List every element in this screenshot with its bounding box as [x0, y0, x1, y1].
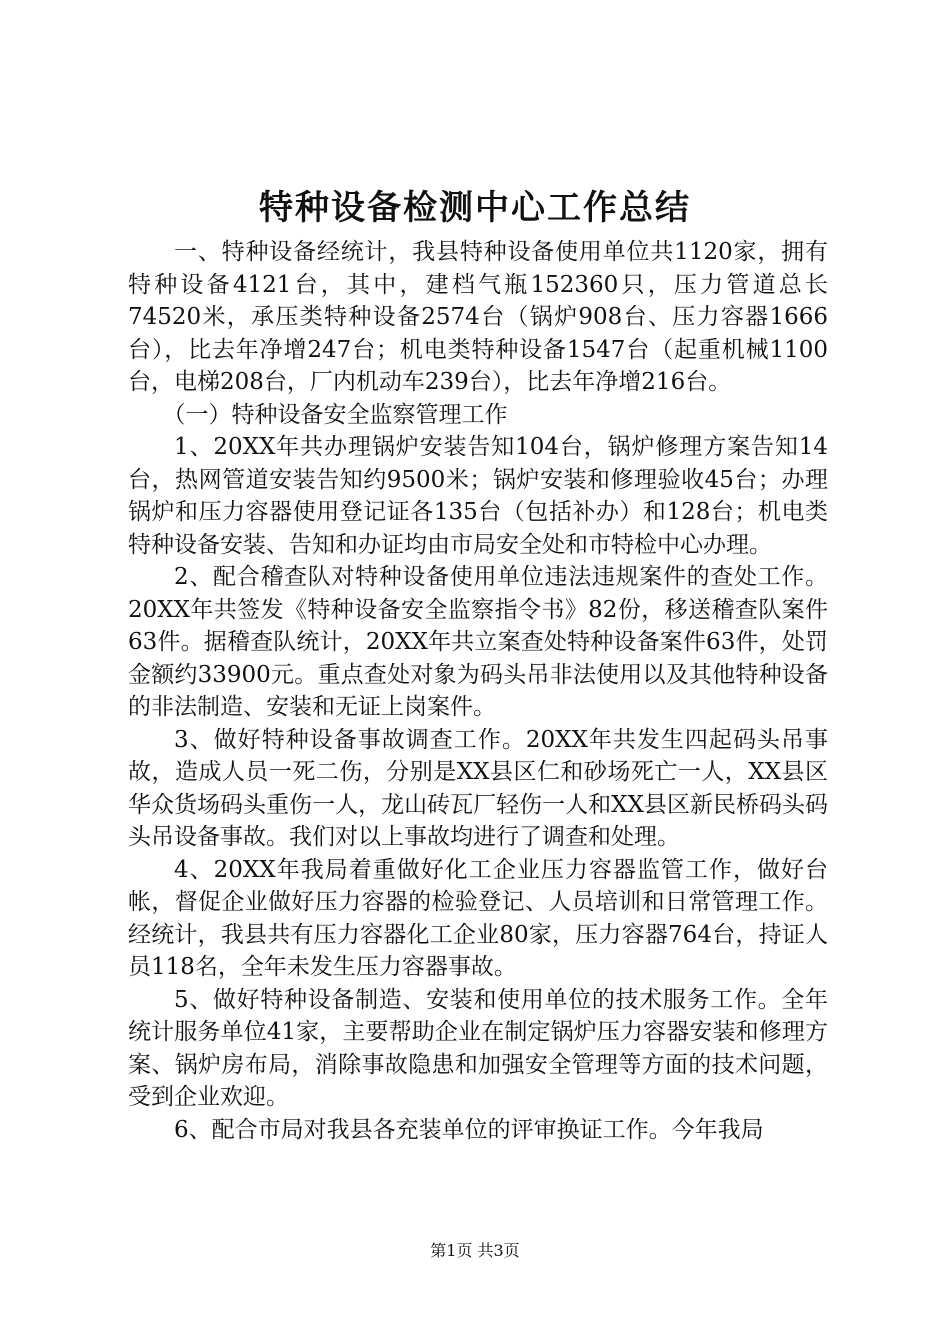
- document-title: 特种设备检测中心工作总结: [259, 188, 691, 228]
- paragraph-item-6: 6、配合市局对我县各充装单位的评审换证工作。今年我局: [174, 1116, 764, 1143]
- document-body: [128, 236, 828, 1146]
- paragraph-item-1: 1、20XX年共办理锅炉安装告知104台，锅炉修理方案告知14台，热网管道安装告知约9500米；锅炉安装和修理验收45台；办理锅炉和压力容器使用登记证各135台（包括补办）和128台；机电类特种设备安装、告知和办证均由市局安全处和市特检中心办理。: [128, 434, 828, 558]
- paragraph-item-2: 2、配合稽查队对特种设备使用单位违法违规案件的查处工作。20XX年共签发《特种设备安全监察指令书》82份，移送稽查队案件63件。据稽查队统计，20XX年共立案查处特种设备案件63件，处罚金额约33900元。重点查处对象为码头吊非法使用以及其他特种设备的非法制造、安装和无证上岗案件。: [128, 564, 828, 720]
- page-number-footer: 第1页 共3页: [430, 1241, 520, 1260]
- section-heading: （一）特种设备安全监察管理工作: [162, 401, 508, 428]
- paragraph-item-5: 5、做好特种设备制造、安装和使用单位的技术服务工作。全年统计服务单位41家，主要帮助企业在制定锅炉压力容器安装和修理方案、锅炉房布局，消除事故隐患和加强安全管理等方面的技术问题，受到企业欢迎。: [128, 986, 828, 1110]
- paragraph-overview: 一、特种设备经统计，我县特种设备使用单位共1120家，拥有特种设备4121台，其中，建档气瓶152360只，压力管道总长74520米，承压类特种设备2574台（锅炉908台、压力容器1666台），比去年净增247台；机电类特种设备1547台（起重机械1100台，电梯208台，厂内机动车239台），比去年净增216台。: [128, 239, 828, 395]
- paragraph-item-4: 4、20XX年我局着重做好化工企业压力容器监管工作，做好台帐，督促企业做好压力容器的检验登记、人员培训和日常管理工作。经统计，我县共有压力容器化工企业80家，压力容器764台，持证人员118名，全年未发生压力容器事故。: [128, 856, 828, 980]
- paragraph-item-3: 3、做好特种设备事故调查工作。20XX年共发生四起码头吊事故，造成人员一死二伤，分别是XX县区仁和砂场死亡一人，XX县区华众货场码头重伤一人，龙山砖瓦厂轻伤一人和XX县区新民桥码头码头吊设备事故。我们对以上事故均进行了调查和处理。: [128, 726, 828, 850]
